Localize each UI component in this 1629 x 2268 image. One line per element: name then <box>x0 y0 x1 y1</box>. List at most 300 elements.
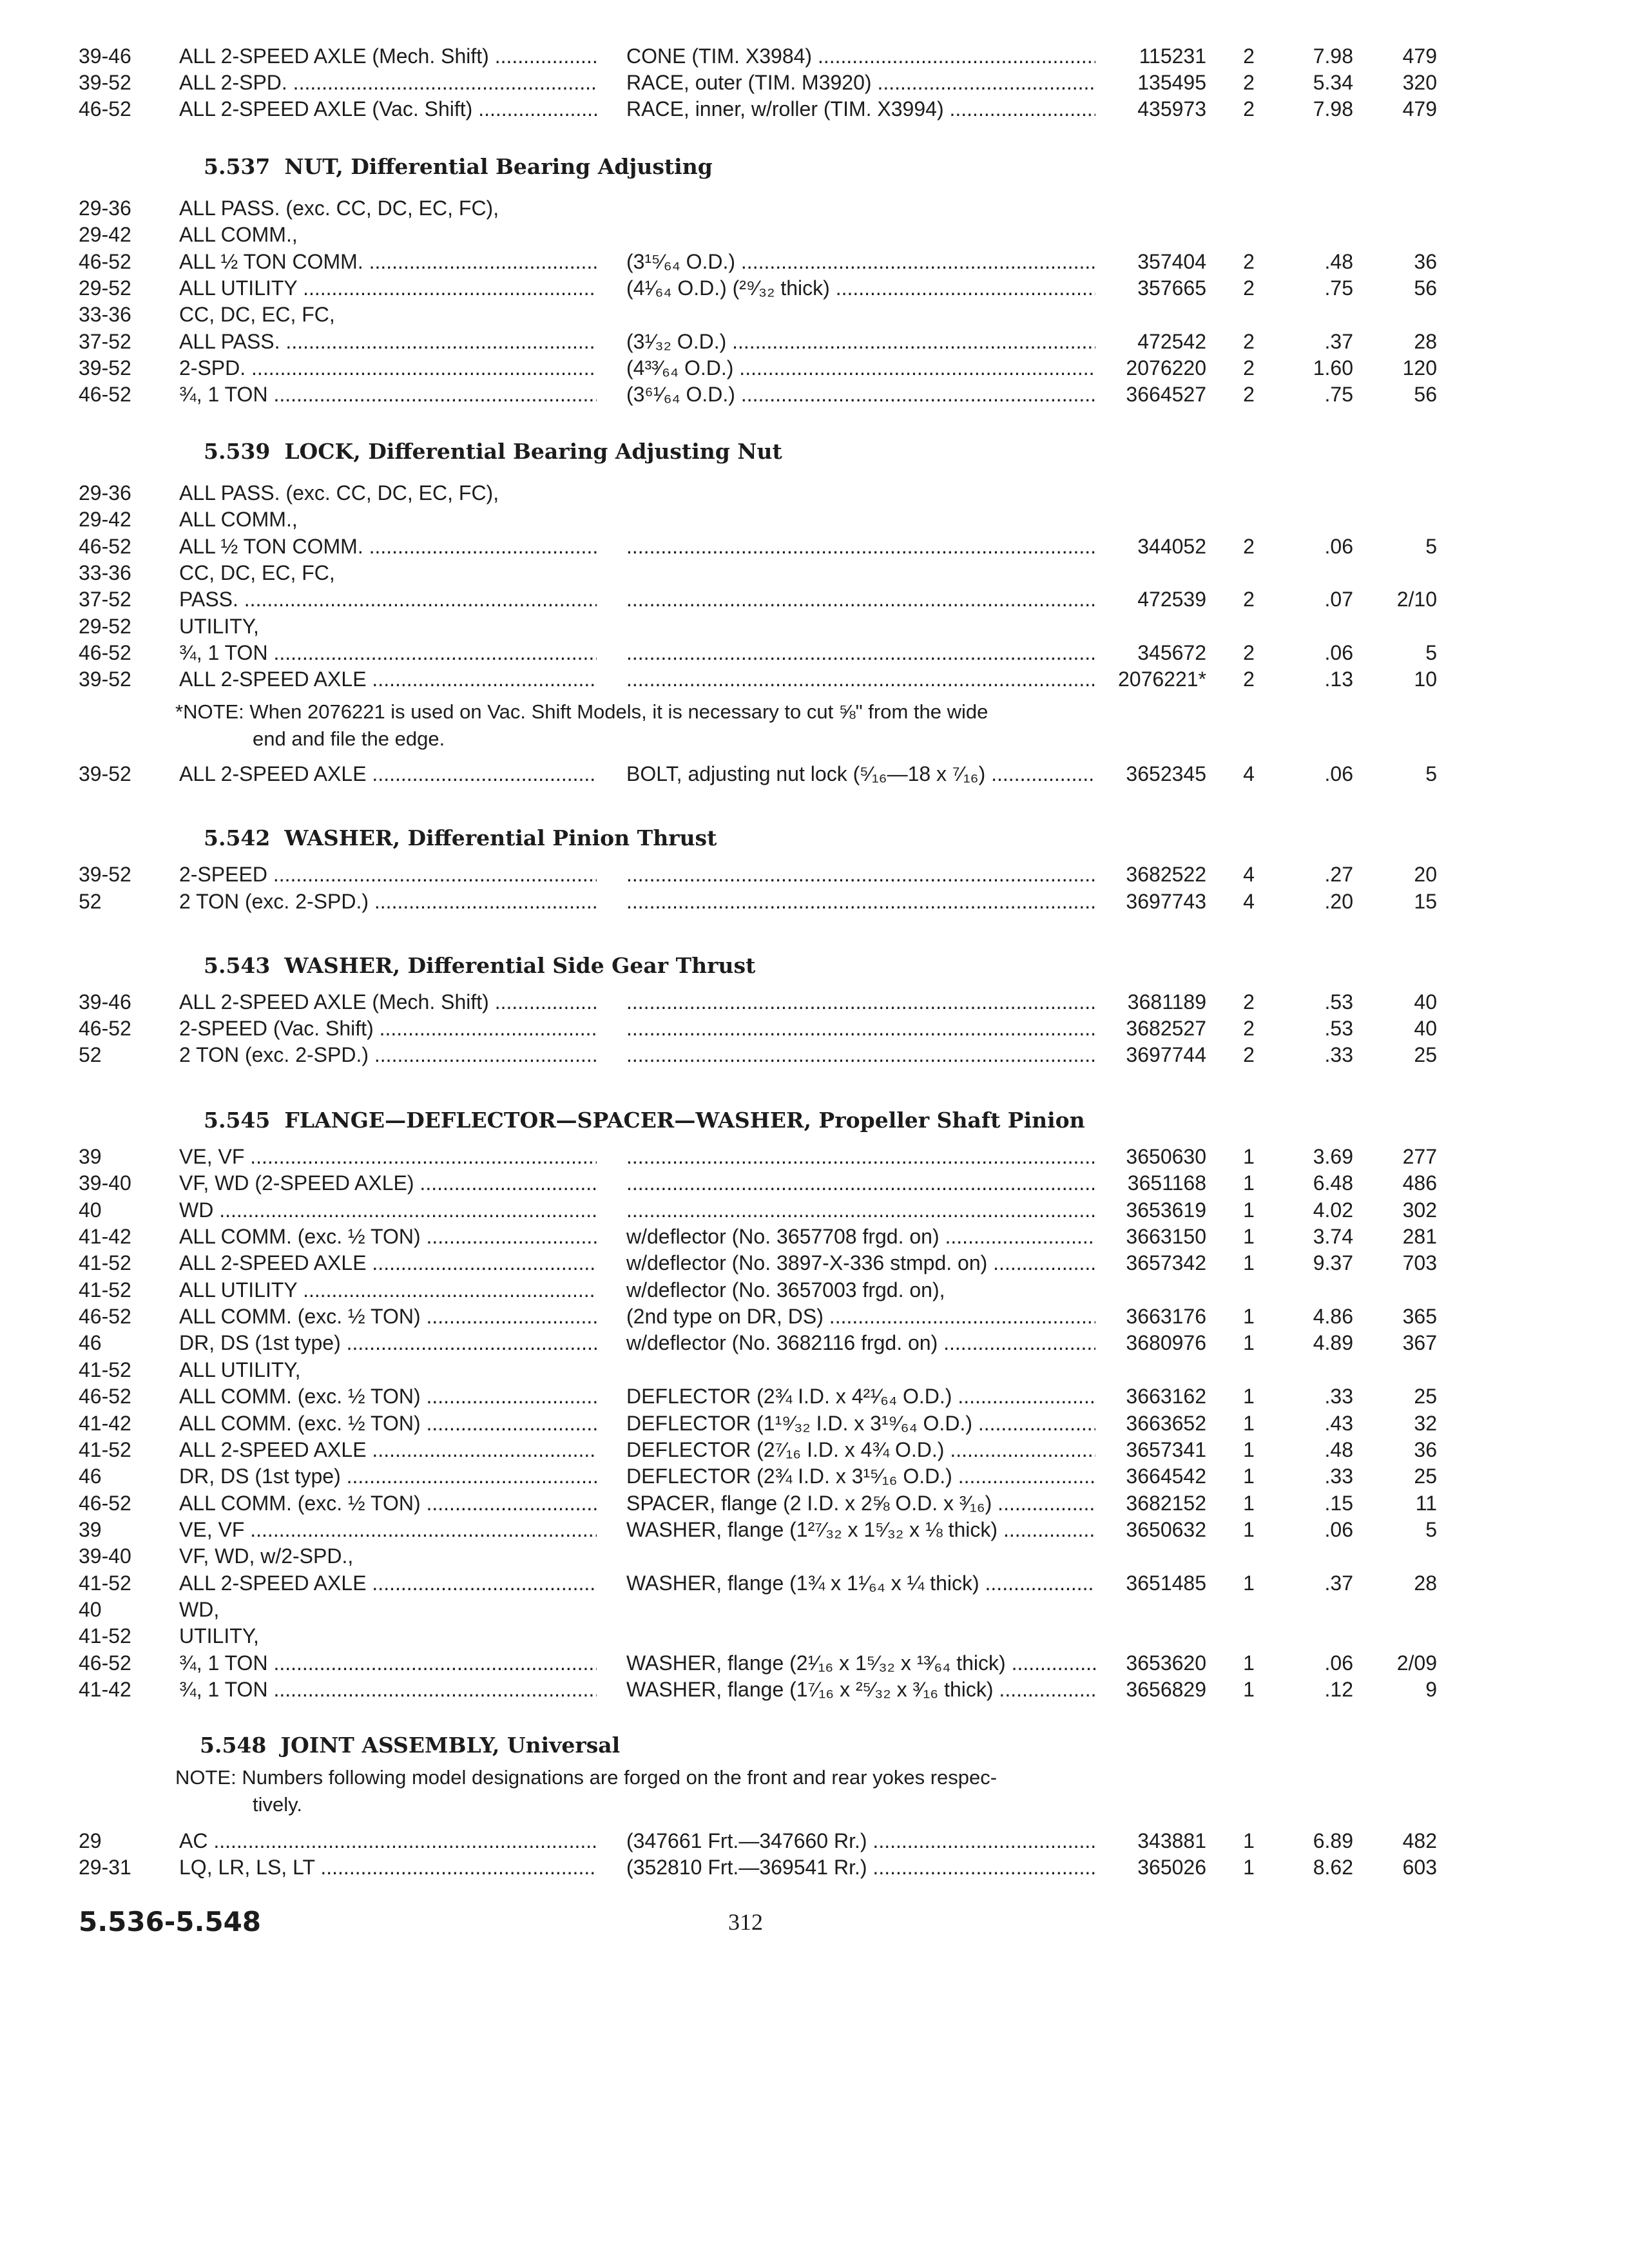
section-number: 5.548 <box>200 1733 267 1758</box>
application: VE, VF ..... <box>179 1516 597 1543</box>
list-price: .06 <box>1324 1517 1353 1541</box>
part-number: 115231 <box>1139 44 1206 68</box>
model-years: 37-52 <box>79 588 131 611</box>
parts-row <box>0 354 1629 381</box>
weight: 20 <box>1414 863 1437 886</box>
parts-row <box>0 760 1629 787</box>
application: ALL COMM. (exc. ½ TON) ..... <box>179 1410 597 1437</box>
weight: 40 <box>1414 990 1437 1014</box>
part-number: 357404 <box>1137 249 1206 273</box>
list-price: 6.89 <box>1313 1829 1353 1852</box>
quantity: 2 <box>1243 97 1255 120</box>
quantity: 1 <box>1243 1331 1255 1355</box>
model-years: 29 <box>79 1829 102 1852</box>
model-years: 46-52 <box>79 97 131 120</box>
weight: 32 <box>1414 1411 1437 1435</box>
part-number: 3682522 <box>1126 863 1206 886</box>
quantity: 1 <box>1243 1171 1255 1195</box>
quantity: 2 <box>1243 588 1255 611</box>
section-heading-5537 <box>204 153 713 180</box>
model-years: 41-52 <box>79 1571 131 1595</box>
list-price: .37 <box>1324 329 1353 353</box>
model-years: 41-42 <box>79 1225 131 1249</box>
list-price: .53 <box>1324 1017 1353 1040</box>
quantity: 1 <box>1243 1651 1255 1675</box>
parts-row <box>0 1542 1629 1570</box>
part-number: 3657341 <box>1126 1437 1206 1461</box>
list-price: .48 <box>1324 249 1353 273</box>
parts-row <box>0 248 1629 275</box>
model-years: 39-40 <box>79 1544 131 1568</box>
model-years: 46-52 <box>79 1305 131 1329</box>
part-description: w/deflector (No. 3897-X-336 stmpd. on) ..... <box>626 1249 1095 1276</box>
application: 2-SPD. ..... <box>179 354 597 381</box>
part-number: 3656829 <box>1126 1678 1206 1701</box>
quantity: 1 <box>1243 1491 1255 1515</box>
parts-row <box>0 639 1629 666</box>
model-years: 46-52 <box>79 1651 131 1675</box>
application: ALL PASS. (exc. CC, DC, EC, FC), <box>179 481 499 505</box>
part-number: 3697744 <box>1126 1043 1206 1066</box>
weight: 25 <box>1414 1385 1437 1408</box>
part-description <box>626 988 1095 1015</box>
list-price: 5.34 <box>1313 71 1353 94</box>
part-description <box>626 1196 1095 1224</box>
parts-row <box>0 1827 1629 1854</box>
list-price: .20 <box>1324 890 1353 913</box>
list-price: .13 <box>1324 668 1353 691</box>
application: AC ..... <box>179 1827 597 1854</box>
model-years: 39 <box>79 1517 102 1541</box>
model-years: 46 <box>79 1465 102 1488</box>
parts-row <box>0 666 1629 693</box>
parts-row <box>0 1490 1629 1517</box>
parts-row <box>0 1041 1629 1068</box>
parts-row <box>0 1596 1629 1623</box>
model-years: 41-42 <box>79 1678 131 1701</box>
weight: 367 <box>1402 1331 1437 1355</box>
model-years: 46-52 <box>79 1017 131 1040</box>
parts-row <box>0 95 1629 122</box>
model-years: 41-52 <box>79 1437 131 1461</box>
application: ALL COMM., <box>179 223 298 247</box>
part-number: 3663162 <box>1126 1385 1206 1408</box>
note-line: *NOTE: When 2076221 is used on Vac. Shift Models, it is necessary to cut ⅝" from the wide <box>175 700 988 723</box>
part-description: (4³³⁄₆₄ O.D.) ..... <box>626 354 1095 381</box>
quantity: 2 <box>1243 44 1255 68</box>
part-description: CONE (TIM. X3984) ..... <box>626 43 1095 70</box>
section-title: WASHER, Differential Side Gear Thrust <box>284 953 756 978</box>
weight: 36 <box>1414 1437 1437 1461</box>
application: ALL PASS. ..... <box>179 328 597 355</box>
part-description: w/deflector (No. 3657708 frgd. on) ..... <box>626 1223 1095 1250</box>
parts-row <box>0 1676 1629 1703</box>
model-years: 33-36 <box>79 303 131 327</box>
model-years: 46-52 <box>79 534 131 558</box>
model-years: 41-42 <box>79 1411 131 1435</box>
quantity: 1 <box>1243 1251 1255 1275</box>
part-description <box>626 861 1095 888</box>
weight: 10 <box>1414 668 1437 691</box>
weight: 603 <box>1402 1856 1437 1879</box>
list-price: 7.98 <box>1313 97 1353 120</box>
parts-row <box>0 479 1629 506</box>
parts-row <box>0 195 1629 222</box>
parts-row <box>0 301 1629 328</box>
part-number: 3650630 <box>1126 1145 1206 1168</box>
application: ALL 2-SPEED AXLE ..... <box>179 1249 597 1276</box>
application: ¾, 1 TON ..... <box>179 1676 597 1703</box>
weight: 2/10 <box>1396 588 1437 611</box>
model-years: 33-36 <box>79 561 131 584</box>
quantity: 2 <box>1243 1043 1255 1066</box>
model-years: 46-52 <box>79 249 131 273</box>
application: VF, WD, w/2-SPD., <box>179 1544 354 1568</box>
quantity: 2 <box>1243 383 1255 407</box>
application: ¾, 1 TON ..... <box>179 639 597 666</box>
application: ALL 2-SPEED AXLE ..... <box>179 666 597 693</box>
parts-row <box>0 328 1629 355</box>
application: ALL COMM. (exc. ½ TON) ..... <box>179 1490 597 1517</box>
parts-row <box>0 1410 1629 1437</box>
part-number: 343881 <box>1137 1829 1206 1852</box>
list-price: 3.69 <box>1313 1145 1353 1168</box>
parts-row <box>0 1143 1629 1170</box>
part-description: DEFLECTOR (1¹⁹⁄₃₂ I.D. x 3¹⁹⁄₆₄ O.D.) ..... <box>626 1410 1095 1437</box>
model-years: 29-36 <box>79 481 131 505</box>
application: WD, <box>179 1597 220 1621</box>
weight: 479 <box>1402 44 1437 68</box>
quantity: 2 <box>1243 534 1255 558</box>
application: ALL 2-SPEED AXLE (Mech. Shift) ..... <box>179 988 597 1015</box>
model-years: 29-52 <box>79 614 131 638</box>
quantity: 2 <box>1243 1017 1255 1040</box>
list-price: .33 <box>1324 1465 1353 1488</box>
part-description <box>626 533 1095 560</box>
quantity: 2 <box>1243 990 1255 1014</box>
part-description: RACE, inner, w/roller (TIM. X3994) ..... <box>626 95 1095 122</box>
quantity: 1 <box>1243 1829 1255 1852</box>
weight: 9 <box>1425 1678 1437 1701</box>
section-number: 5.539 <box>204 439 271 464</box>
part-description: WASHER, flange (2¹⁄₁₆ x 1⁵⁄₃₂ x ¹³⁄₆₄ thick) ..... <box>626 1649 1095 1677</box>
section-heading-5543 <box>204 952 755 979</box>
part-description: (352810 Frt.—369541 Rr.) ..... <box>626 1854 1095 1881</box>
application: ALL COMM. (exc. ½ TON) ..... <box>179 1383 597 1410</box>
weight: 25 <box>1414 1465 1437 1488</box>
part-description: (347661 Frt.—347660 Rr.) ..... <box>626 1827 1095 1854</box>
part-description <box>626 1143 1095 1170</box>
model-years: 41-52 <box>79 1278 131 1302</box>
section-number: 5.537 <box>204 154 271 179</box>
parts-row <box>0 1649 1629 1677</box>
section-heading-5548 <box>200 1732 620 1759</box>
application: 2-SPEED ..... <box>179 861 597 888</box>
parts-row <box>0 69 1629 96</box>
application: VF, WD (2-SPEED AXLE) ..... <box>179 1169 597 1196</box>
note-line: tively. <box>253 1793 302 1816</box>
weight: 5 <box>1425 534 1437 558</box>
weight: 5 <box>1425 1517 1437 1541</box>
part-number: 3650632 <box>1126 1517 1206 1541</box>
note-line: NOTE: Numbers following model designations are forged on the front and rear yokes respec- <box>175 1766 998 1789</box>
part-number: 3697743 <box>1126 890 1206 913</box>
application: ALL UTILITY ..... <box>179 274 597 302</box>
quantity: 2 <box>1243 71 1255 94</box>
part-description: DEFLECTOR (2¾ I.D. x 3¹⁵⁄₁₆ O.D.) ..... <box>626 1463 1095 1490</box>
weight: 2/09 <box>1396 1651 1437 1675</box>
weight: 11 <box>1415 1491 1437 1515</box>
weight: 28 <box>1414 329 1437 353</box>
parts-row <box>0 559 1629 586</box>
parts-row <box>0 613 1629 640</box>
parts-row <box>0 533 1629 560</box>
section-heading-5542 <box>204 825 717 852</box>
weight: 56 <box>1414 276 1437 300</box>
application: 2-SPEED (Vac. Shift) ..... <box>179 1015 597 1042</box>
part-number: 3652345 <box>1126 762 1206 785</box>
application: ALL 2-SPEED AXLE ..... <box>179 760 597 787</box>
part-number: 3653620 <box>1126 1651 1206 1675</box>
part-description <box>626 1041 1095 1068</box>
model-years: 46 <box>79 1331 102 1355</box>
list-price: .06 <box>1324 640 1353 664</box>
quantity: 1 <box>1243 1856 1255 1879</box>
list-price: 3.74 <box>1313 1225 1353 1249</box>
weight: 479 <box>1402 97 1437 120</box>
part-description: (4¹⁄₆₄ O.D.) (²⁹⁄₃₂ thick) ..... <box>626 274 1095 302</box>
application: ALL 2-SPEED AXLE ..... <box>179 1436 597 1463</box>
application: UTILITY, <box>179 614 259 638</box>
quantity: 2 <box>1243 668 1255 691</box>
section-title: FLANGE—DEFLECTOR—SPACER—WASHER, Propeller Shaft Pinion <box>284 1108 1085 1133</box>
part-description <box>626 639 1095 666</box>
application: ALL UTILITY ..... <box>179 1276 597 1303</box>
part-description: WASHER, flange (1²⁷⁄₃₂ x 1⁵⁄₃₂ x ⅛ thick) ..... <box>626 1516 1095 1543</box>
quantity: 2 <box>1243 356 1255 380</box>
list-price: .53 <box>1324 990 1353 1014</box>
application: PASS. ..... <box>179 586 597 613</box>
quantity: 4 <box>1243 762 1255 785</box>
section-number: 5.543 <box>204 953 271 978</box>
section-title: NUT, Differential Bearing Adjusting <box>284 154 713 179</box>
part-number: 3651485 <box>1126 1571 1206 1595</box>
part-number: 344052 <box>1137 534 1206 558</box>
model-years: 29-31 <box>79 1856 131 1879</box>
part-description: (2nd type on DR, DS) ..... <box>626 1303 1095 1330</box>
weight: 703 <box>1402 1251 1437 1275</box>
model-years: 40 <box>79 1198 102 1222</box>
quantity: 4 <box>1243 890 1255 913</box>
application: LQ, LR, LS, LT ..... <box>179 1854 597 1881</box>
application: ALL UTILITY, <box>179 1358 301 1381</box>
list-price: 9.37 <box>1313 1251 1353 1275</box>
model-years: 39-52 <box>79 356 131 380</box>
section-heading-5545 <box>204 1107 1085 1134</box>
model-years: 52 <box>79 890 102 913</box>
list-price: .07 <box>1324 588 1353 611</box>
application: ALL 2-SPD. ..... <box>179 69 597 96</box>
model-years: 46-52 <box>79 640 131 664</box>
part-number: 3663176 <box>1126 1305 1206 1329</box>
application: ALL 2-SPEED AXLE ..... <box>179 1570 597 1597</box>
part-description: RACE, outer (TIM. M3920) ..... <box>626 69 1095 96</box>
part-number: 472542 <box>1137 329 1206 353</box>
parts-row <box>0 1276 1629 1303</box>
application: ALL COMM., <box>179 508 298 532</box>
application: ALL 2-SPEED AXLE (Mech. Shift) ..... <box>179 43 597 70</box>
part-description <box>626 888 1095 915</box>
part-number: 345672 <box>1137 640 1206 664</box>
parts-row <box>0 274 1629 302</box>
section-number: 5.545 <box>204 1108 271 1133</box>
weight: 120 <box>1402 356 1437 380</box>
model-years: 40 <box>79 1597 102 1621</box>
parts-row <box>0 1383 1629 1410</box>
weight: 36 <box>1414 249 1437 273</box>
model-years: 37-52 <box>79 329 131 353</box>
list-price: .15 <box>1324 1491 1353 1515</box>
model-years: 39-46 <box>79 44 131 68</box>
quantity: 1 <box>1243 1145 1255 1168</box>
footer-section-range: 5.536-5.548 <box>79 1906 262 1937</box>
weight: 56 <box>1414 383 1437 407</box>
model-years: 39-52 <box>79 762 131 785</box>
quantity: 1 <box>1243 1411 1255 1435</box>
parts-row <box>0 1169 1629 1196</box>
list-price: .33 <box>1324 1043 1353 1066</box>
quantity: 1 <box>1243 1385 1255 1408</box>
list-price: 4.02 <box>1313 1198 1353 1222</box>
part-number: 3681189 <box>1127 990 1206 1014</box>
model-years: 39-40 <box>79 1171 131 1195</box>
application: DR, DS (1st type) ..... <box>179 1329 597 1356</box>
part-description <box>626 1169 1095 1196</box>
part-number: 3663652 <box>1126 1411 1206 1435</box>
model-years: 39-52 <box>79 71 131 94</box>
model-years: 41-52 <box>79 1358 131 1381</box>
parts-row <box>0 1249 1629 1276</box>
part-number: 3663150 <box>1126 1225 1206 1249</box>
application: WD ..... <box>179 1196 597 1224</box>
quantity: 4 <box>1243 863 1255 886</box>
model-years: 39-52 <box>79 668 131 691</box>
part-number: 2076220 <box>1126 356 1206 380</box>
weight: 482 <box>1402 1829 1437 1852</box>
model-years: 41-52 <box>79 1251 131 1275</box>
application: 2 TON (exc. 2-SPD.) ..... <box>179 1041 597 1068</box>
list-price: .33 <box>1324 1385 1353 1408</box>
parts-row <box>0 988 1629 1015</box>
list-price: .06 <box>1324 1651 1353 1675</box>
list-price: .75 <box>1324 383 1353 407</box>
part-number: 3657342 <box>1126 1251 1206 1275</box>
quantity: 2 <box>1243 329 1255 353</box>
application: ALL 2-SPEED AXLE (Vac. Shift) ..... <box>179 95 597 122</box>
part-number: 435973 <box>1137 97 1206 120</box>
model-years: 39-52 <box>79 863 131 886</box>
parts-row <box>0 1516 1629 1543</box>
quantity: 1 <box>1243 1517 1255 1541</box>
weight: 365 <box>1402 1305 1437 1329</box>
weight: 40 <box>1414 1017 1437 1040</box>
model-years: 46-52 <box>79 1385 131 1408</box>
quantity: 2 <box>1243 276 1255 300</box>
parts-row <box>0 1436 1629 1463</box>
part-number: 3653619 <box>1126 1198 1206 1222</box>
parts-row <box>0 1223 1629 1250</box>
list-price: 4.86 <box>1313 1305 1353 1329</box>
parts-row <box>0 221 1629 248</box>
part-number: 3664542 <box>1126 1465 1206 1488</box>
weight: 302 <box>1402 1198 1437 1222</box>
quantity: 1 <box>1243 1465 1255 1488</box>
parts-row <box>0 1196 1629 1224</box>
note-line: end and file the edge. <box>253 727 445 750</box>
parts-row <box>0 1015 1629 1042</box>
part-description <box>626 586 1095 613</box>
list-price: .12 <box>1324 1678 1353 1701</box>
model-years: 39-46 <box>79 990 131 1014</box>
parts-row <box>0 506 1629 533</box>
part-number: 3682527 <box>1126 1017 1206 1040</box>
list-price: .48 <box>1324 1437 1353 1461</box>
parts-row <box>0 1622 1629 1649</box>
quantity: 1 <box>1243 1678 1255 1701</box>
weight: 5 <box>1425 762 1437 785</box>
footnote-2076221 <box>175 698 1103 753</box>
quantity: 1 <box>1243 1571 1255 1595</box>
part-description: (3¹⁄₃₂ O.D.) ..... <box>626 328 1095 355</box>
part-description: WASHER, flange (1⁷⁄₁₆ x ²⁵⁄₃₂ x ³⁄₁₆ thick) ..... <box>626 1676 1095 1703</box>
part-number: 357665 <box>1137 276 1206 300</box>
list-price: 1.60 <box>1313 356 1353 380</box>
application: ALL COMM. (exc. ½ TON) ..... <box>179 1223 597 1250</box>
application: ALL ½ TON COMM. ..... <box>179 533 597 560</box>
parts-row <box>0 1356 1629 1383</box>
weight: 277 <box>1402 1145 1437 1168</box>
list-price: 6.48 <box>1313 1171 1353 1195</box>
list-price: .43 <box>1324 1411 1353 1435</box>
part-description <box>626 1015 1095 1042</box>
list-price: 4.89 <box>1313 1331 1353 1355</box>
application: UTILITY, <box>179 1624 259 1648</box>
weight: 28 <box>1414 1571 1437 1595</box>
quantity: 2 <box>1243 640 1255 664</box>
model-years: 29-42 <box>79 223 131 247</box>
model-years: 52 <box>79 1043 102 1066</box>
list-price: 7.98 <box>1313 44 1353 68</box>
weight: 281 <box>1402 1225 1437 1249</box>
quantity: 1 <box>1243 1198 1255 1222</box>
quantity: 2 <box>1243 249 1255 273</box>
section-number: 5.542 <box>204 825 271 850</box>
model-years: 46-52 <box>79 383 131 407</box>
section-title: JOINT ASSEMBLY, Universal <box>280 1733 621 1758</box>
weight: 320 <box>1402 71 1437 94</box>
part-number: 3680976 <box>1126 1331 1206 1355</box>
list-price: .37 <box>1324 1571 1353 1595</box>
quantity: 1 <box>1243 1225 1255 1249</box>
application: ALL COMM. (exc. ½ TON) ..... <box>179 1303 597 1330</box>
part-description: (3⁶¹⁄₆₄ O.D.) ..... <box>626 381 1095 408</box>
part-description: SPACER, flange (2 I.D. x 2⅝ O.D. x ³⁄₁₆) ..... <box>626 1490 1095 1517</box>
parts-row <box>0 43 1629 70</box>
part-description: w/deflector (No. 3657003 frgd. on), <box>626 1278 945 1302</box>
list-price: .27 <box>1324 863 1353 886</box>
application: VE, VF ..... <box>179 1143 597 1170</box>
part-description: DEFLECTOR (2¾ I.D. x 4²¹⁄₆₄ O.D.) ..... <box>626 1383 1095 1410</box>
